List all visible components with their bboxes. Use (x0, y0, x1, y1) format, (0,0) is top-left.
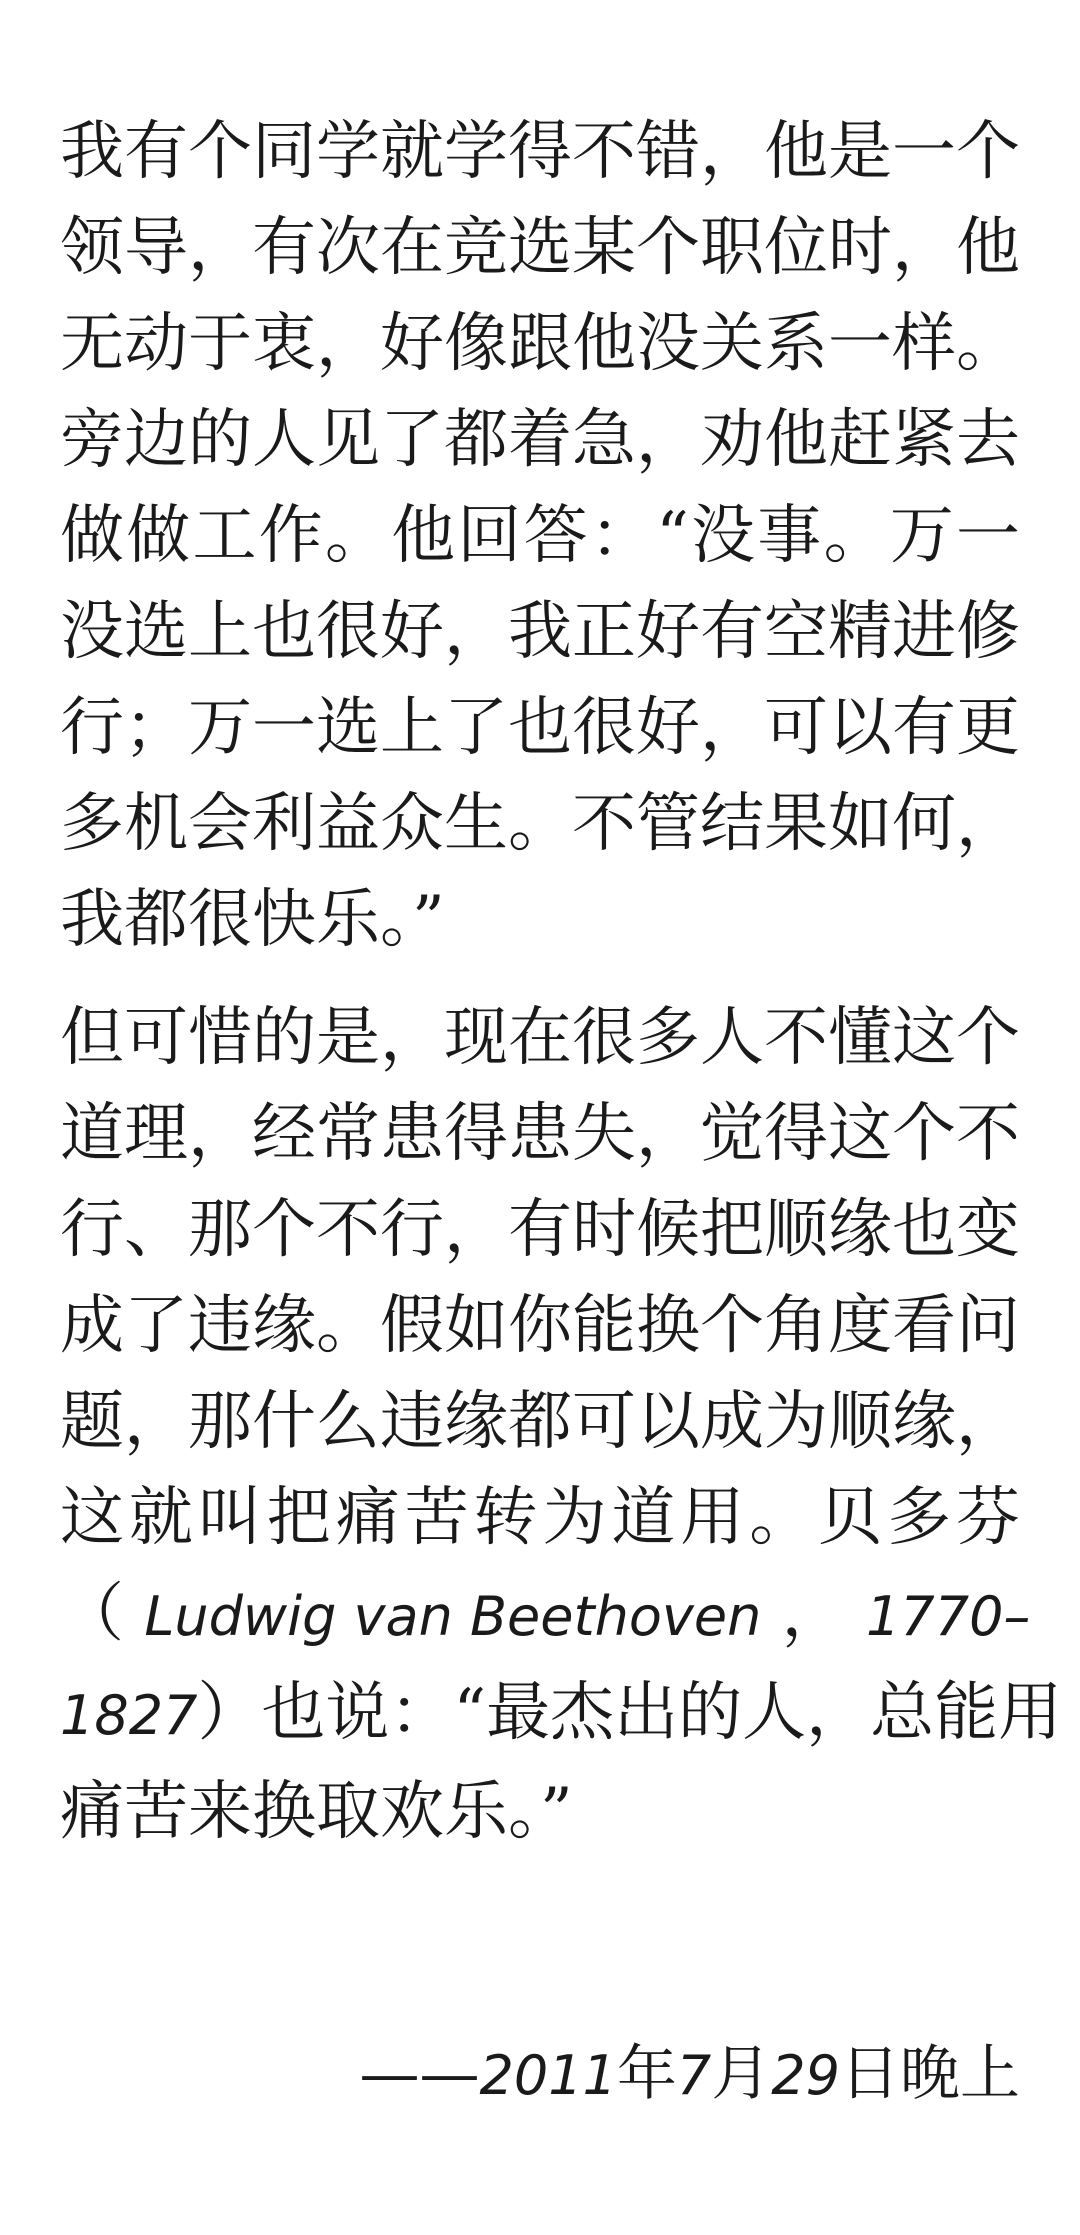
text-line: 无动于衷，好像跟他没关系一样。 (60, 307, 1020, 381)
open-paren: （ (60, 1577, 124, 1651)
text-line-death-year (60, 1665, 1063, 1764)
article-body (60, 104, 1063, 1860)
text-line: 行、那个不行，有时候把顺缘也变 (60, 1193, 1020, 1267)
signature-dash: —— (359, 2039, 480, 2109)
signature-day-unit: 日晚上 (840, 2039, 1020, 2109)
text-line: 做做工作。他回答：“没事。万一 (60, 499, 1020, 573)
beethoven-name: Ludwig van Beethoven (144, 1585, 762, 1648)
signature-year-unit: 年 (616, 2039, 677, 2109)
text-line: 道理，经常患得患失，觉得这个不 (60, 1097, 1020, 1171)
comma: ， (781, 1577, 846, 1651)
birth-year: 1770– (866, 1585, 1031, 1648)
text-line: 我有个同学就学得不错，他是一个 (60, 115, 1020, 189)
text-line: 多机会利益众生。不管结果如何， (60, 787, 1020, 861)
text-line: 这就叫把痛苦转为道用。贝多芬 (60, 1481, 1020, 1555)
signature-day: 29 (771, 2044, 840, 2107)
text-line: 旁边的人见了都着急，劝他赶紧去 (60, 403, 1020, 477)
signature-month: 7 (676, 2044, 712, 2107)
signature-month-unit: 月 (711, 2039, 772, 2109)
paragraph-adversity-to-path (60, 990, 1063, 1860)
text-line-beethoven-name (60, 1566, 1031, 1665)
signature-year: 2011 (479, 2044, 617, 2107)
quote-intro: ）也说：“最杰出的人，总能用 (197, 1676, 1063, 1750)
text-line: 我都很快乐。” (60, 883, 445, 957)
text-line: 题，那什么违缘都可以成为顺缘， (60, 1385, 1020, 1459)
text-line: 成了违缘。假如你能换个角度看问 (60, 1289, 1020, 1363)
text-line: 领导，有次在竞选某个职位时，他 (60, 211, 1020, 285)
text-line: 行；万一选上了也很好，可以有更 (60, 691, 1020, 765)
text-line: 痛苦来换取欢乐。” (60, 1775, 573, 1849)
death-year: 1827 (60, 1684, 198, 1747)
paragraph-classmate-story (60, 104, 1020, 968)
text-line: 没选上也很好，我正好有空精进修 (60, 595, 1020, 669)
text-line: 但可惜的是，现在很多人不懂这个 (60, 1001, 1020, 1075)
date-signature (359, 2026, 1020, 2124)
